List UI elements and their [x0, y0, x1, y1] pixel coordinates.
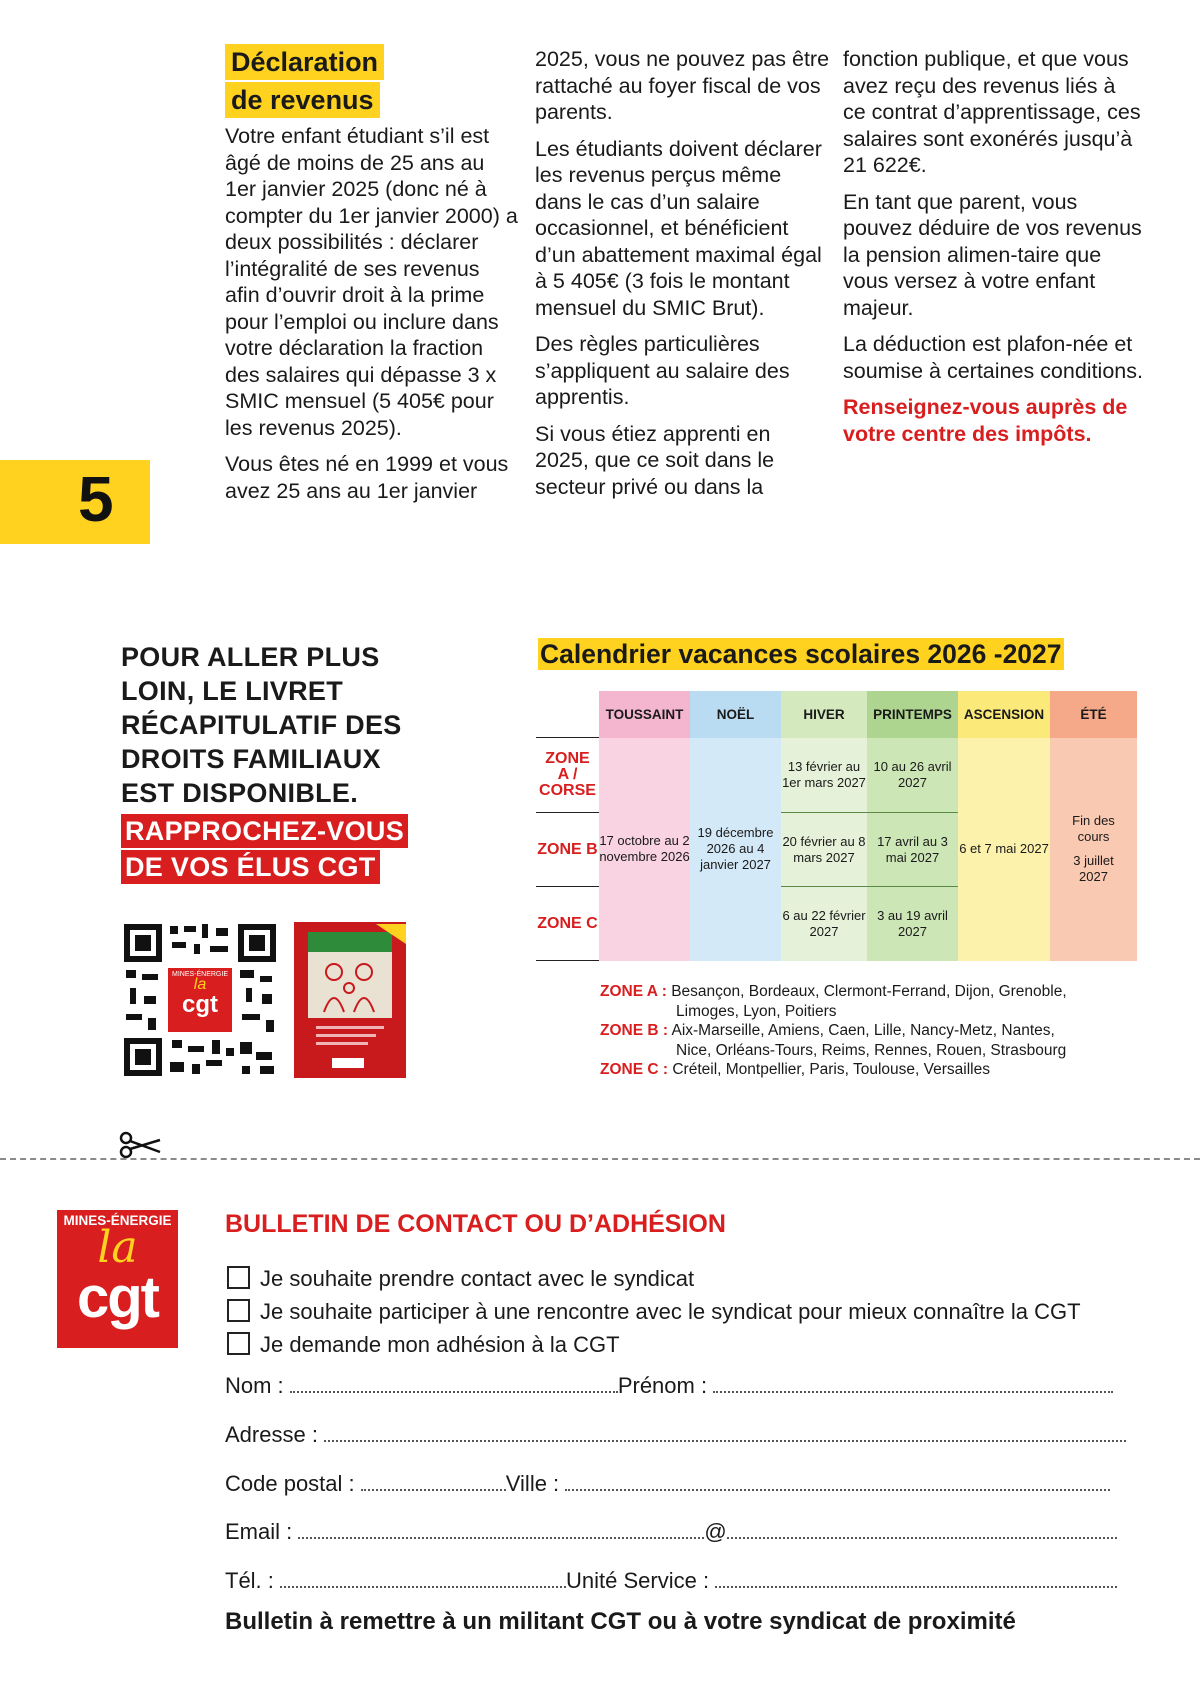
qr-logo-cgt: cgt: [182, 991, 218, 1018]
tel-label: Tél. :: [225, 1568, 274, 1593]
ete-end: 3 juillet 2027: [1073, 853, 1114, 884]
page-number-badge: [0, 460, 150, 544]
option-meeting[interactable]: [227, 1295, 1081, 1328]
ville-field[interactable]: [565, 1473, 1110, 1491]
calendar-title-text: Calendrier vacances scolaires 2026 -2027: [540, 639, 1062, 669]
toussaint-dates: 17 octobre au 2 novembre 2026: [599, 738, 690, 961]
article-title-line2: de revenus: [225, 82, 380, 118]
promo-line: EST DISPONIBLE.: [121, 778, 359, 808]
bulletin-title: BULLETIN DE CONTACT OU D’ADHÉSION: [225, 1210, 726, 1238]
ascension-dates: 6 et 7 mai 2027: [958, 738, 1050, 961]
cta-line: DE VOS ÉLUS CGT: [121, 850, 380, 884]
paragraph: Vous êtes né en 1999 et vous avez 25 ans au 1er janvier: [225, 452, 509, 503]
unite-field[interactable]: [715, 1570, 1117, 1588]
noel-dates: 19 décembre 2026 au 4 janvier 2027: [690, 738, 781, 961]
legend-cities: Créteil, Montpellier, Paris, Toulouse, Versailles: [672, 1061, 990, 1078]
option-label: Je demande mon adhésion à la CGT: [260, 1332, 620, 1357]
prenom-field[interactable]: [713, 1375, 1113, 1393]
booklet-cover-graphic: [294, 922, 406, 1078]
cgt-logo: [57, 1210, 178, 1348]
zone-label-b: ZONE B: [536, 813, 599, 887]
logo-la: la: [97, 1222, 138, 1273]
booklet-cover-image[interactable]: [294, 922, 406, 1078]
printemps-zone-a: 10 au 26 avril 2027: [867, 738, 958, 813]
tel-field[interactable]: [280, 1570, 566, 1588]
bulletin-footer: Bulletin à remettre à un militant CGT ou à votre syndicat de proximité: [225, 1608, 1016, 1635]
zone-legend: [600, 982, 1067, 1080]
article-column-1: [225, 123, 520, 514]
legend-zone-c: [600, 1060, 1067, 1080]
row-email: [225, 1519, 1117, 1545]
header-printemps: PRINTEMPS: [867, 691, 958, 738]
article-column-3: [843, 46, 1143, 457]
paragraph: Des règles particulières s’appliquent au salaire des apprentis.: [535, 332, 790, 409]
header-ete: ÉTÉ: [1050, 691, 1137, 738]
legend-key: ZONE B :: [600, 1022, 669, 1039]
cut-line: [0, 1158, 1200, 1160]
legend-key: ZONE C :: [600, 1061, 669, 1078]
promo-line: LOIN, LE LIVRET: [121, 676, 344, 706]
email-domain-field[interactable]: [727, 1521, 1117, 1539]
header-hiver: HIVER: [781, 691, 867, 738]
paragraph: En tant que parent, vous pouvez déduire de vos revenus la pension alimen-taire que vous versez à votre enfant majeur.: [843, 189, 1142, 320]
qr-code-icon[interactable]: [122, 922, 278, 1078]
hiver-zone-c: 6 au 22 février 2027: [781, 887, 867, 961]
row-phone: [225, 1568, 1117, 1594]
at-sign: @: [704, 1519, 727, 1544]
code-postal-field[interactable]: [361, 1473, 506, 1491]
zone-label-c: ZONE C: [536, 887, 599, 961]
hiver-zone-b: 20 février au 8 mars 2027: [781, 813, 867, 887]
calendar-corner: [536, 691, 599, 738]
promo-line: POUR ALLER PLUS: [121, 642, 380, 672]
calendar-title: [538, 637, 1064, 671]
legend-zone-a: [600, 982, 1067, 1002]
logo-top-text: MINES-ÉNERGIE: [63, 1213, 172, 1228]
ville-label: Ville :: [505, 1471, 560, 1496]
tax-office-advice: Renseignez-vous auprès de votre centre des impôts.: [843, 395, 1128, 446]
cta-line: RAPPROCHEZ-VOUS: [121, 814, 408, 848]
qr-logo-top: MINES-ÉNERGIE: [171, 971, 228, 978]
option-label: Je souhaite participer à une rencontre avec le syndicat pour mieux connaître la CGT: [260, 1299, 1081, 1324]
nom-field[interactable]: [290, 1375, 618, 1393]
vacation-calendar: [536, 691, 1137, 961]
qr-cgt-logo: [168, 968, 232, 1032]
email-field[interactable]: [298, 1521, 704, 1539]
legend-cities: Nice, Orléans-Tours, Reims, Rennes, Rouen, Strasbourg: [676, 1041, 1067, 1059]
option-contact[interactable]: [227, 1262, 1081, 1295]
row-address: [225, 1422, 1126, 1448]
adresse-field[interactable]: [324, 1424, 1126, 1442]
bulletin-options: [227, 1262, 1081, 1361]
checkbox-icon[interactable]: [227, 1266, 250, 1289]
paragraph: Les étudiants doivent déclarer les revenus perçus même dans le cas d’un salaire occasionnel, et bénéficient d’un abattement maximal égal à 5 405€ (3 fois le montant mensuel du SMIC Brut).: [535, 136, 822, 320]
legend-key: ZONE A :: [600, 983, 667, 1000]
ete-start: Fin des cours: [1072, 813, 1115, 844]
booklet-promo: [121, 640, 408, 884]
checkbox-icon[interactable]: [227, 1299, 250, 1322]
header-toussaint: TOUSSAINT: [599, 691, 690, 738]
row-city: [225, 1471, 1110, 1497]
logo-cgt: cgt: [77, 1265, 158, 1330]
calendar-table: [536, 691, 1137, 961]
hiver-zone-a: 13 février au 1er mars 2027: [781, 738, 867, 813]
legend-zone-b: [600, 1021, 1067, 1041]
legend-cities: Limoges, Lyon, Poitiers: [676, 1002, 837, 1020]
paragraph: fonction publique, et que vous avez reçu des revenus liés à ce contrat d’apprentissage, ces salaires sont exonérés jusqu’à 21 622€.: [843, 47, 1141, 177]
paragraph: 2025, vous ne pouvez pas être rattaché au foyer fiscal de vos parents.: [535, 47, 830, 124]
promo-line: RÉCAPITULATIF DES: [121, 710, 402, 740]
row-name: [225, 1373, 1113, 1399]
ete-dates: [1050, 738, 1137, 961]
page-number: 5: [78, 463, 114, 535]
paragraph: Si vous étiez apprenti en 2025, que ce soit dans le secteur privé ou dans la: [535, 421, 775, 499]
option-label: Je souhaite prendre contact avec le syndicat: [260, 1266, 695, 1291]
promo-line: DROITS FAMILIAUX: [121, 744, 381, 774]
zone-label-a: ZONE A / CORSE: [536, 738, 599, 813]
qr-logo-la: la: [193, 976, 207, 993]
legend-cities: Aix-Marseille, Amiens, Caen, Lille, Nancy-Metz, Nantes,: [671, 1022, 1055, 1039]
checkbox-icon[interactable]: [227, 1332, 250, 1355]
article-column-2: [535, 46, 830, 510]
header-noel: NOËL: [690, 691, 781, 738]
paragraph: La déduction est plafon-née et soumise à certaines conditions.: [843, 332, 1143, 383]
article-title: [225, 44, 384, 118]
nom-label: Nom :: [225, 1373, 284, 1398]
paragraph: Votre enfant étudiant s’il est âgé de moins de 25 ans au 1er janvier 2025 (donc né à compter du 1er janvier 2000) a deux possibilités : déclarer l’intégralité de ses revenus afin d’ouvrir droit à la prime pour l’emploi ou inclure dans votre déclaration la fraction des salaires qui dépasse 3 x SMIC mensuel (5 405€ pour les revenus 2025).: [225, 124, 518, 440]
printemps-zone-b: 17 avril au 3 mai 2027: [867, 813, 958, 887]
printemps-zone-c: 3 au 19 avril 2027: [867, 887, 958, 961]
legend-cities: Besançon, Bordeaux, Clermont-Ferrand, Dijon, Grenoble,: [671, 983, 1067, 1000]
code-postal-label: Code postal :: [225, 1471, 355, 1496]
article-title-line1: Déclaration: [225, 44, 384, 80]
prenom-label: Prénom :: [617, 1373, 708, 1398]
option-membership[interactable]: [227, 1328, 1081, 1361]
header-ascension: ASCENSION: [958, 691, 1050, 738]
email-label: Email :: [225, 1519, 293, 1544]
adresse-label: Adresse :: [225, 1422, 318, 1447]
unite-label: Unité Service :: [566, 1568, 710, 1593]
